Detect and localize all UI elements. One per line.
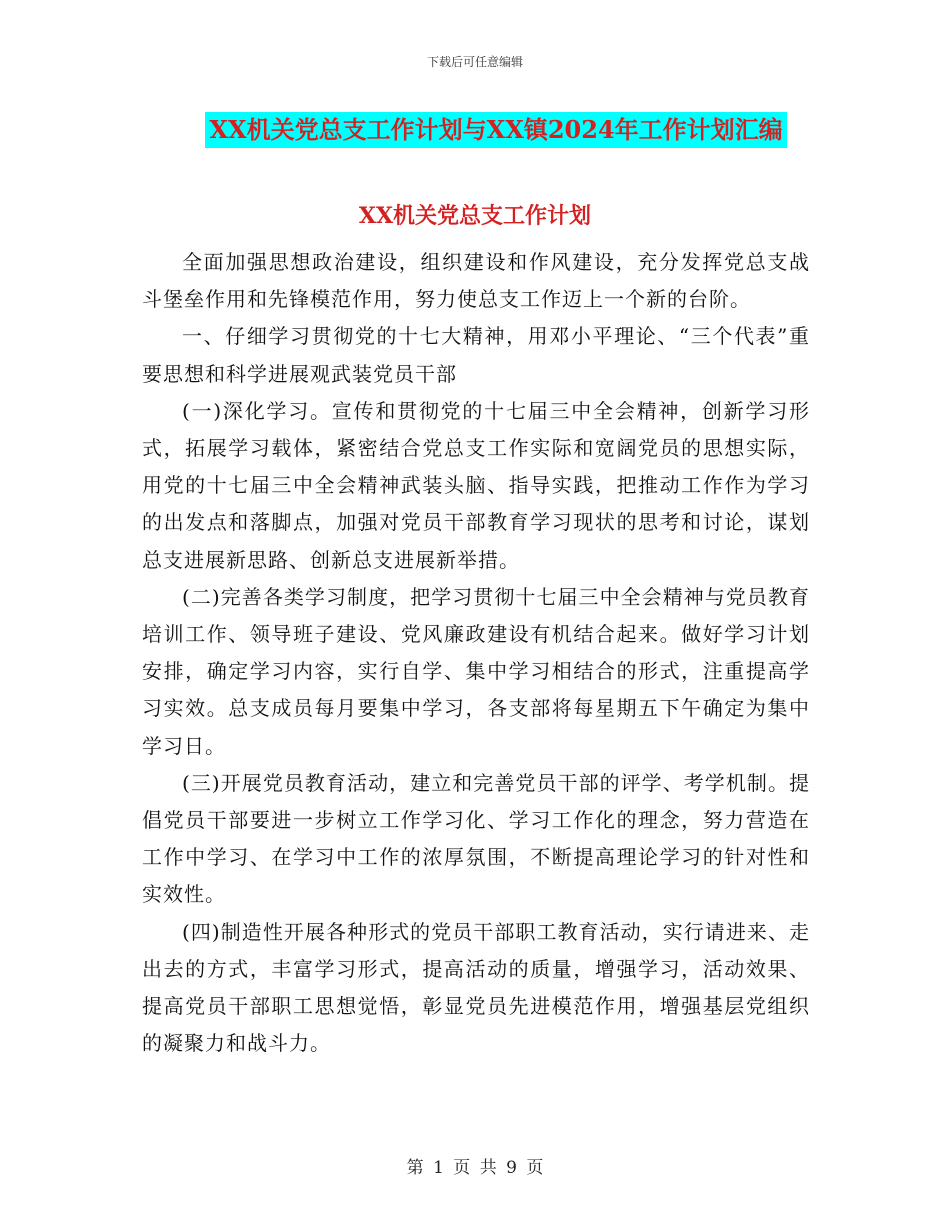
- page-header-note: 下载后可任意编辑: [426, 55, 523, 69]
- document-body: [142, 244, 810, 1062]
- paragraph: 一、仔细学习贯彻党的十七大精神，用邓小平理论、“三个代表”重要思想和科学进展观武装党员干部: [142, 324, 810, 386]
- paragraph: (一)深化学习。宣传和贯彻党的十七届三中全会精神，创新学习形式，拓展学习载体，紧密结合党总支工作实际和宽阔党员的思想实际，用党的十七届三中全会精神武装头脑、指导实践，把推动工作作为学习的出发点和落脚点，加强对党员干部教育学习现状的思考和讨论，谋划总支进展新思路、创新总支进展新举措。: [142, 398, 810, 572]
- paragraph: 全面加强思想政治建设，组织建设和作风建设，充分发挥党总支战斗堡垒作用和先锋模范作用，努力使总支工作迈上一个新的台阶。: [142, 250, 810, 312]
- paragraph: (四)制造性开展各种形式的党员干部职工教育活动，实行请进来、走出去的方式，丰富学习形式，提高活动的质量，增强学习，活动效果、提高党员干部职工思想觉悟，彰显党员先进模范作用，增强基层党组织的凝聚力和战斗力。: [142, 919, 810, 1056]
- paragraph: (三)开展党员教育活动，建立和完善党员干部的评学、考学机制。提倡党员干部要进一步树立工作学习化、学习工作化的理念，努力营造在工作中学习、在学习中工作的浓厚氛围，不断提高理论学习的针对性和实效性。: [142, 770, 810, 907]
- page-number: 第 1 页 共 9 页: [406, 1158, 544, 1178]
- paragraph: (二)完善各类学习制度，把学习贯彻十七届三中全会精神与党员教育培训工作、领导班子建设、党风廉政建设有机结合起来。做好学习计划安排，确定学习内容，实行自学、集中学习相结合的形式，注重提高学习实效。总支成员每月要集中学习，各支部将每星期五下午确定为集中学习日。: [142, 584, 810, 758]
- document-title-text: XX机关党总支工作计划与XX镇2024年工作计划汇编: [205, 112, 786, 148]
- document-title: [0, 112, 950, 151]
- section-title: XX机关党总支工作计划: [358, 203, 592, 229]
